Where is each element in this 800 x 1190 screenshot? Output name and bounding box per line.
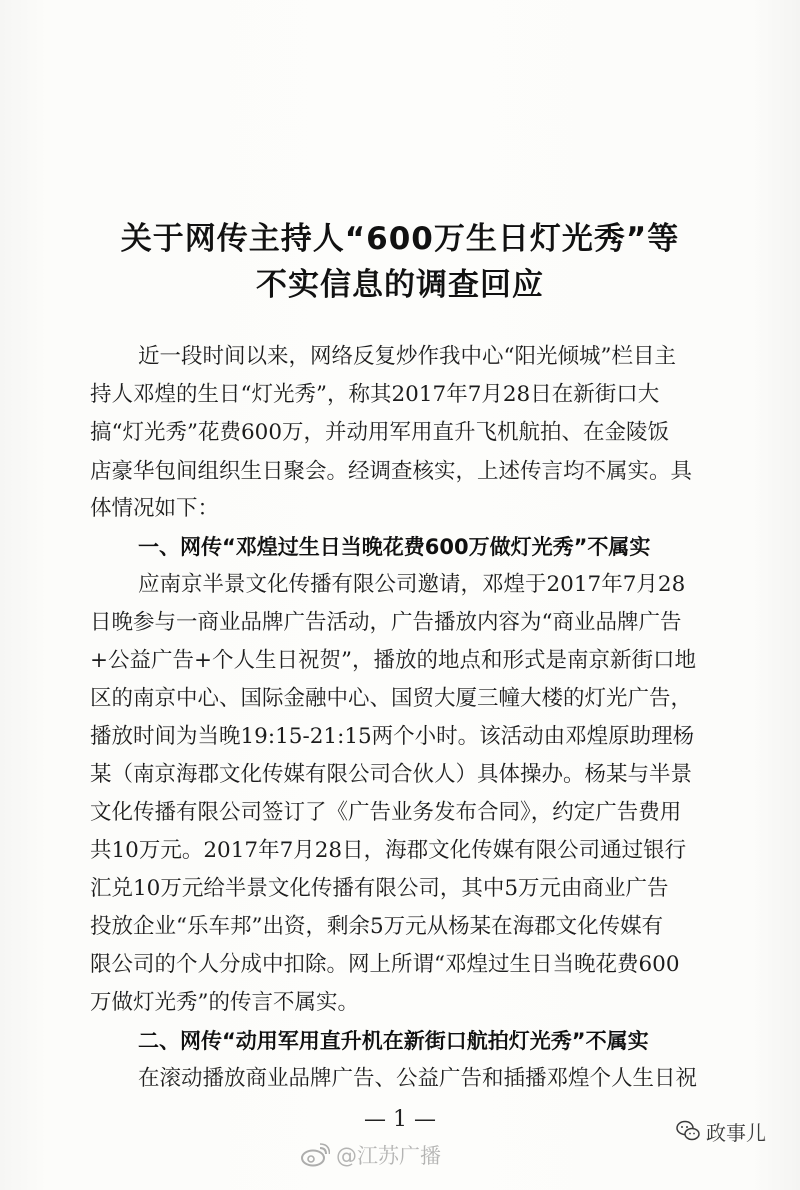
section-1-line: 某（南京海郡文化传媒有限公司合伙人）具体操办。杨某与半景 (90, 762, 693, 787)
weibo-handle: @江苏广播 (336, 1144, 441, 1168)
intro-line: 体情况如下： (90, 496, 220, 521)
section-1-line: 日晚参与一商业品牌广告活动，广告播放内容为“商业品牌广告 (90, 610, 682, 635)
document-title-line-2: 不实信息的调查回应 (256, 267, 544, 303)
intro-line: 店豪华包间组织生日聚会。经调查核实，上述传言均不属实。具 (90, 459, 693, 484)
wechat-watermark (676, 1116, 766, 1146)
section-1-line: 投放企业“乐车邦”出资，剩余5万元从杨某在海郡文化传媒有 (90, 914, 664, 939)
section-1-line: +公益广告+个人生日祝贺”，播放的地点和形式是南京新街口地 (90, 648, 697, 673)
section-2-line: 在滚动播放商业品牌广告、公益广告和插播邓煌个人生日祝 (138, 1066, 698, 1091)
section-1-line: 共10万元。2017年7月28日，海郡文化传媒有限公司通过银行 (90, 838, 687, 863)
section-1-line: 应南京半景文化传播有限公司邀请，邓煌于2017年7月28 (138, 572, 686, 597)
section-1-line: 万做灯光秀”的传言不属实。 (90, 990, 359, 1015)
section-1-line: 汇兑10万元给半景文化传播有限公司，其中5万元由商业广告 (90, 876, 669, 901)
wechat-account-name: 政事儿 (706, 1120, 766, 1145)
wechat-logo-icon (676, 1120, 700, 1142)
document-title-line-1: 关于网传主持人“600万生日灯光秀”等 (120, 221, 680, 257)
intro-line: 近一段时间以来，网络反复炒作我中心“阳光倾城”栏目主 (138, 344, 676, 369)
intro-line: 搞“灯光秀”花费600万，并动用军用直升飞机航拍、在金陵饭 (90, 420, 670, 445)
section-1-heading: 一、网传“邓煌过生日当晚花费600万做灯光秀”不属实 (138, 535, 651, 559)
section-1-line: 限公司的个人分成中扣除。网上所谓“邓煌过生日当晚花费600 (90, 952, 680, 977)
intro-line: 持人邓煌的生日“灯光秀”，称其2017年7月28日在新街口大 (90, 382, 660, 407)
section-1-line: 区的南京中心、国际金融中心、国贸大厦三幢大楼的灯光广告， (90, 686, 693, 711)
section-1-line: 播放时间为当晚19:15-21:15两个小时。该活动由邓煌原助理杨 (90, 724, 695, 749)
weibo-watermark (300, 1140, 441, 1170)
section-2-heading: 二、网传“动用军用直升机在新街口航拍灯光秀”不属实 (138, 1029, 649, 1053)
section-1-line: 文化传播有限公司签订了《广告业务发布合同》，约定广告费用 (90, 800, 682, 825)
page-number: — 1 — (364, 1107, 436, 1132)
weibo-logo-icon (300, 1143, 330, 1167)
